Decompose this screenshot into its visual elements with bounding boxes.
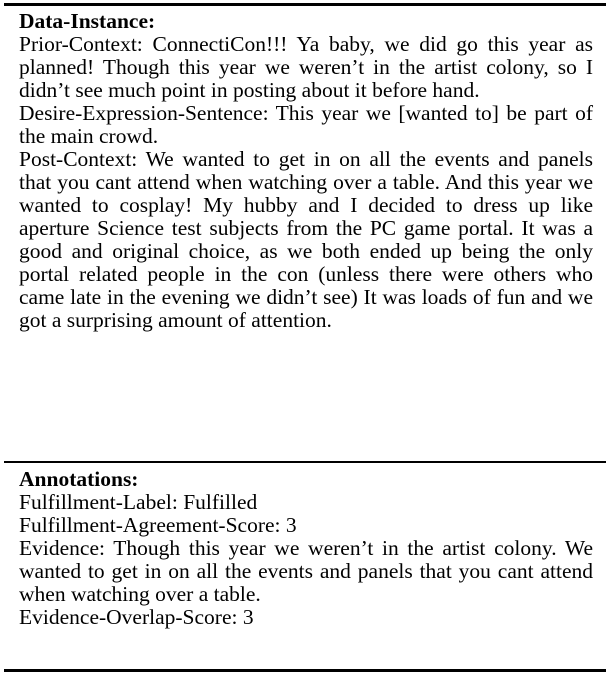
middle-rule <box>4 461 606 463</box>
evidence-field <box>19 537 593 606</box>
fulfillment-agreement-score-field <box>19 514 593 537</box>
prior-context-field <box>19 33 593 102</box>
top-rule <box>4 3 606 6</box>
post-context-key: Post-Context: <box>19 147 138 171</box>
evidence-overlap-score-key: Evidence-Overlap-Score: <box>19 605 238 629</box>
data-instance-section <box>19 10 593 332</box>
annotations-heading: Annotations: <box>19 467 139 491</box>
fulfillment-agreement-score-value: 3 <box>285 513 297 537</box>
fulfillment-label-field <box>19 491 593 514</box>
evidence-overlap-score-value: 3 <box>242 605 254 629</box>
data-instance-heading: Data-Instance: <box>19 9 156 33</box>
desire-expression-sentence-field <box>19 102 593 148</box>
fulfillment-label-key: Fulfillment-Label: <box>19 490 178 514</box>
evidence-value: Though this year we weren’t in the artist colony. We wanted to get in on all the events and panels that you cant attend when watching over a table. <box>19 536 593 606</box>
desire-expression-sentence-value: This year we [wanted to] be part of the main crowd. <box>19 101 593 148</box>
data-instance-table <box>4 0 606 674</box>
evidence-overlap-score-field <box>19 606 593 629</box>
fulfillment-agreement-score-key: Fulfillment-Agreement-Score: <box>19 513 281 537</box>
desire-expression-sentence-key: Desire-Expression-Sentence: <box>19 101 269 125</box>
annotations-section <box>19 468 593 629</box>
bottom-rule <box>4 669 606 672</box>
prior-context-value: ConnectiCon!!! Ya baby, we did go this year as planned! Though this year we weren’t in the artist colony, so I didn’t see much point in posting about it before hand. <box>19 32 593 102</box>
post-context-value: We wanted to get in on all the events and panels that you cant attend when watching over a table. And this year we wanted to cosplay! My hubby and I decided to dress up like aperture Science test subjects from the PC game portal. It was a good and original choice, as we both ended up being the only portal related people in the con (unless there were others who came late in the evening we didn’t see) It was loads of fun and we got a surprising amount of attention. <box>19 147 593 332</box>
prior-context-key: Prior-Context: <box>19 32 143 56</box>
fulfillment-label-value: Fulfilled <box>183 490 258 514</box>
post-context-field <box>19 148 593 332</box>
evidence-key: Evidence: <box>19 536 105 560</box>
